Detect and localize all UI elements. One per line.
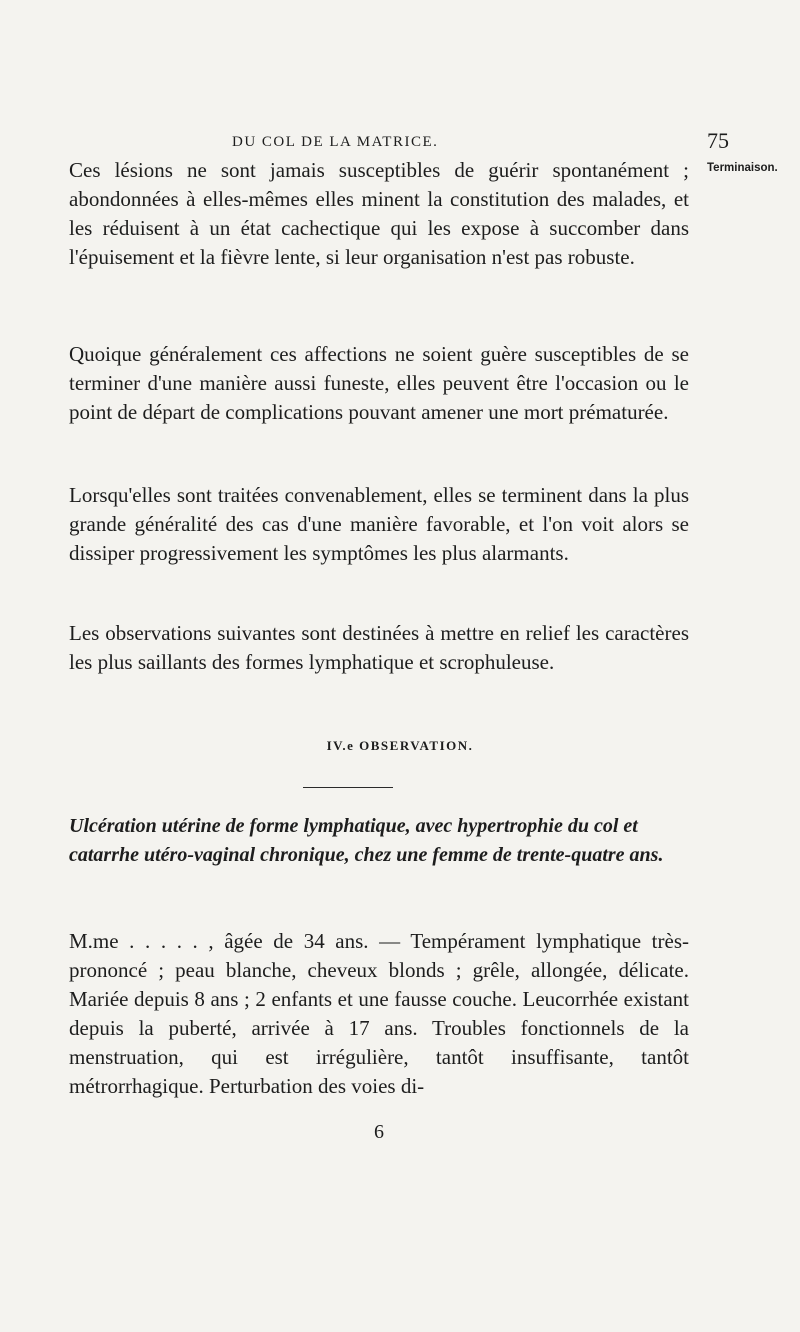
- paragraph-2: Quoique généralement ces affections ne soient guère susceptibles de se terminer d'une manière aussi funeste, elles peuvent être l'occasion ou le point de départ de complications pouvant amener une mort prématurée.: [69, 342, 689, 424]
- section-divider: [303, 787, 393, 788]
- observation-text: M.me . . . . . , âgée de 34 ans. — Tempérament lymphatique très-prononcé ; peau blanche, cheveux blonds ; grêle, allongée, délicate. Mariée depuis 8 ans ; 2 enfants et une fausse couche. Leucorrhée existant depuis la puberté, arrivée à 17 ans. Troubles fonctionnels de la menstruation, qui est irrégulière, tantôt insuffisante, tantôt métrorrhagique. Perturbation des voies di-: [69, 929, 689, 1098]
- paragraph-1: Ces lésions ne sont jamais susceptibles de guérir spontanément ; abondonnées à elles-mêmes elles minent la constitution des malades, et les réduisent à un état cachectique qui les expose à succomber dans l'épuisement et la fièvre lente, si leur organisation n'est pas robuste.: [69, 158, 689, 269]
- observation-heading: IV.e OBSERVATION.: [326, 738, 474, 753]
- running-title: DU COL DE LA MATRICE.: [232, 134, 439, 150]
- margin-note: Terminaison.: [707, 162, 778, 174]
- paragraph-4: Les observations suivantes sont destinées à mettre en relief les caractères les plus saillants des formes lymphatique et scrophuleuse.: [69, 621, 689, 674]
- page-number: 75: [707, 128, 729, 153]
- paragraph-3: Lorsqu'elles sont traitées convenablement, elles se terminent dans la plus grande généralité des cas d'une manière favorable, et l'on voit alors se dissiper progressivement les symptômes les plus alarmants.: [69, 483, 689, 565]
- observation-title: Ulcération utérine de forme lymphatique, avec hypertrophie du col et catarrhe utéro-vaginal chronique, chez une femme de trente-quatre ans.: [69, 815, 664, 866]
- signature-mark: 6: [374, 1121, 384, 1143]
